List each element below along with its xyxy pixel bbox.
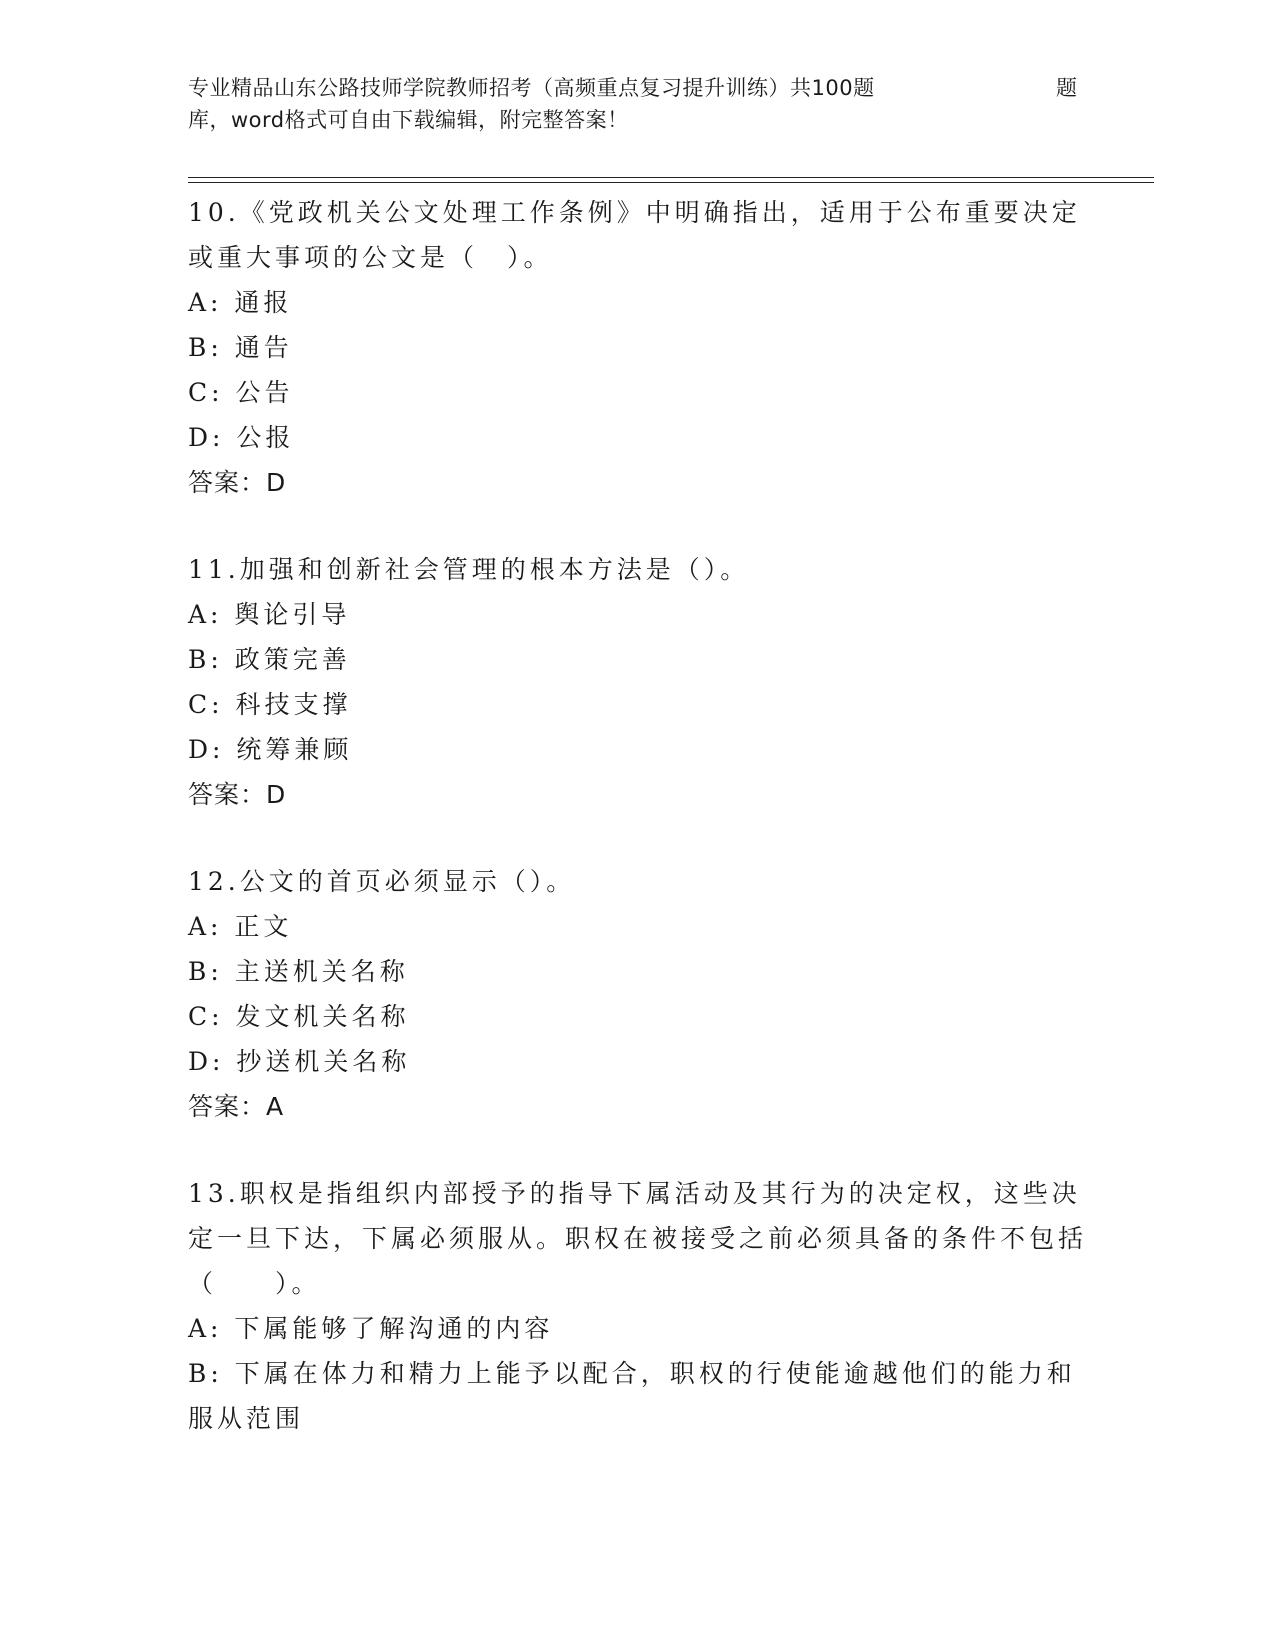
header-rule-top xyxy=(188,177,1154,178)
option-b: B: 政策完善 xyxy=(188,645,351,674)
question-10 xyxy=(188,190,1088,505)
answer: 答案：A xyxy=(188,1092,285,1121)
option-d: D: 抄送机关名称 xyxy=(188,1047,411,1076)
question-text: 13.职权是指组织内部授予的指导下属活动及其行为的决定权，这些决定一旦下达，下属必须服从。职权在被接受之前必须具备的条件不包括（ ）。 xyxy=(188,1179,1088,1298)
question-text: 10.《党政机关公文处理工作条例》中明确指出，适用于公布重要决定或重大事项的公文是（ ）。 xyxy=(188,198,1081,272)
option-b: B: 下属在体力和精力上能予以配合，职权的行使能逾越他们的能力和服从范围 xyxy=(188,1359,1076,1433)
question-text: 11.加强和创新社会管理的根本方法是（）。 xyxy=(188,555,750,584)
question-text: 12.公文的首页必须显示（）。 xyxy=(188,867,576,896)
option-b: B: 主送机关名称 xyxy=(188,957,409,986)
option-a: A: 通报 xyxy=(188,288,293,317)
header-title: 专业精品山东公路技师学院教师招考（高频重点复习提升训练）共100题 xyxy=(188,76,875,100)
question-11 xyxy=(188,547,1088,817)
header-line-2: 库，word格式可自由下载编辑，附完整答案！ xyxy=(188,108,629,132)
header-title-tail: 题 xyxy=(1056,76,1078,100)
question-list xyxy=(188,190,1088,1483)
option-d: D: 统筹兼顾 xyxy=(188,735,353,764)
answer: 答案：D xyxy=(188,780,287,809)
header-rule-bottom xyxy=(188,182,1154,183)
document-header xyxy=(188,72,1088,136)
answer: 答案：D xyxy=(188,468,287,497)
question-12 xyxy=(188,859,1088,1129)
option-c: C: 发文机关名称 xyxy=(188,1002,410,1031)
header-line-1 xyxy=(188,72,1088,104)
option-c: C: 公告 xyxy=(188,378,294,407)
option-a: A: 下属能够了解沟通的内容 xyxy=(188,1314,554,1343)
option-a: A: 舆论引导 xyxy=(188,600,351,629)
option-d: D: 公报 xyxy=(188,423,295,452)
question-13 xyxy=(188,1171,1088,1441)
option-c: C: 科技支撑 xyxy=(188,690,352,719)
option-a: A: 正文 xyxy=(188,912,293,941)
option-b: B: 通告 xyxy=(188,333,293,362)
